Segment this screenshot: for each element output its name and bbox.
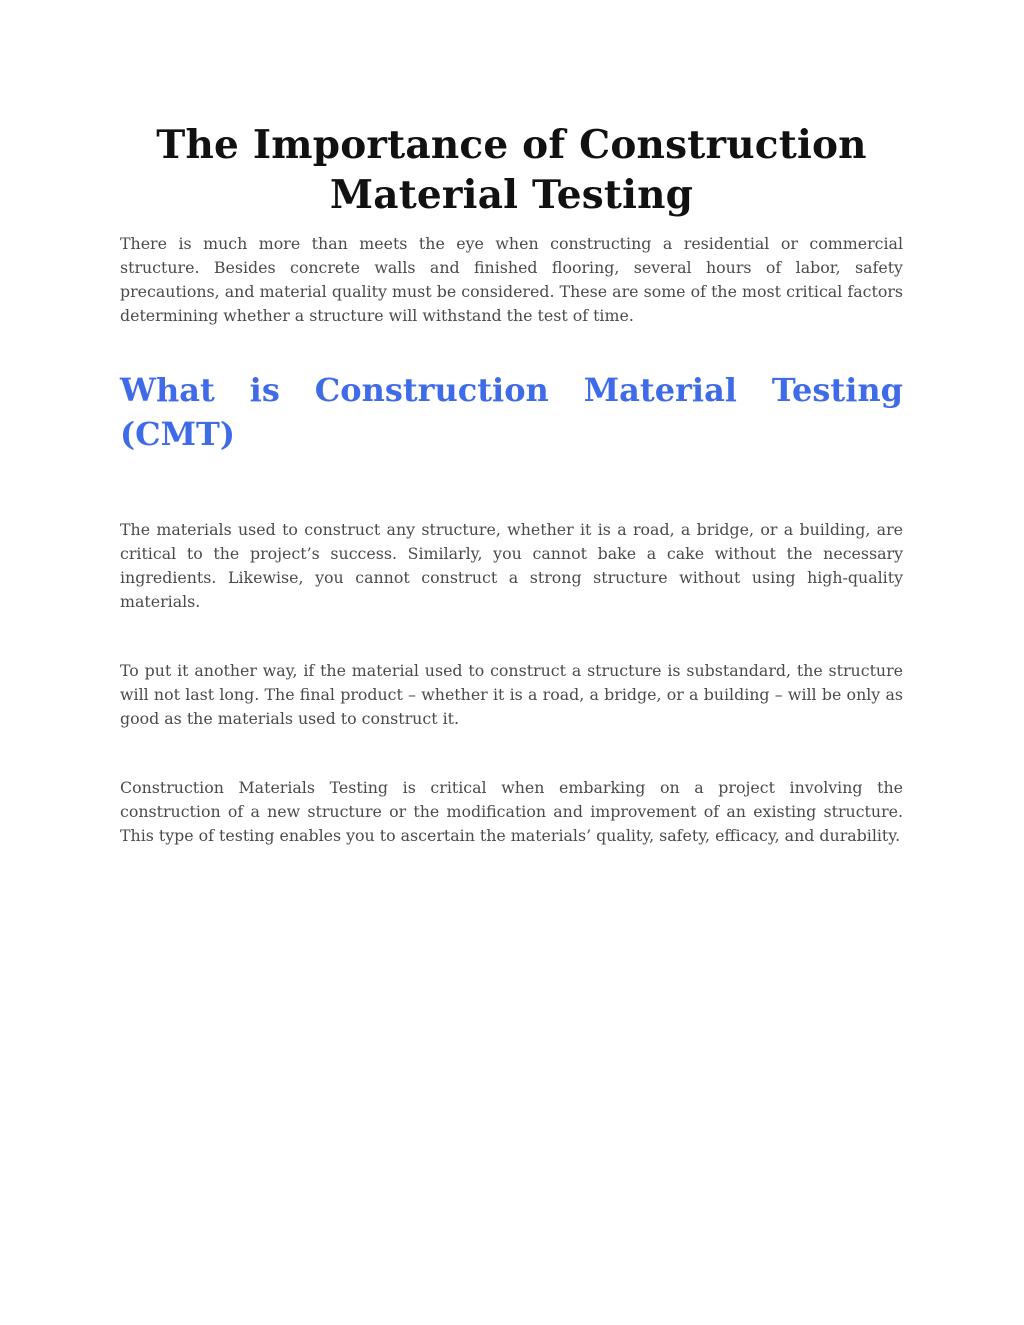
page-title: The Importance of Construction Material Testing (156, 122, 867, 218)
section-heading: What is Construction Material Testing (CMT) (120, 371, 903, 453)
intro-paragraph: There is much more than meets the eye when constructing a residential or commercial structure. Besides concrete walls and finished flooring, several hours of labor, safety precautions, and material quality must be considered. These are some of the most critical factors determining whether a structure will withstand the test of time. (120, 234, 903, 325)
section-paragraph-2: To put it another way, if the material used to construct a structure is substandard, the structure will not last long. The final product – whether it is a road, a bridge, or a building – will be only as good as the materials used to construct it. (120, 661, 903, 728)
section-paragraph-1: The materials used to construct any structure, whether it is a road, a bridge, or a building, are critical to the project’s success. Similarly, you cannot bake a cake without the necessary ingredients. Likewise, you cannot construct a strong structure without using high-quality materials. (120, 520, 903, 611)
section-paragraph-3: Construction Materials Testing is critical when embarking on a project involving the construction of a new structure or the modification and improvement of an existing structure. This type of testing enables you to ascertain the materials’ quality, safety, efficacy, and durability. (120, 778, 903, 845)
document-page (120, 120, 903, 848)
